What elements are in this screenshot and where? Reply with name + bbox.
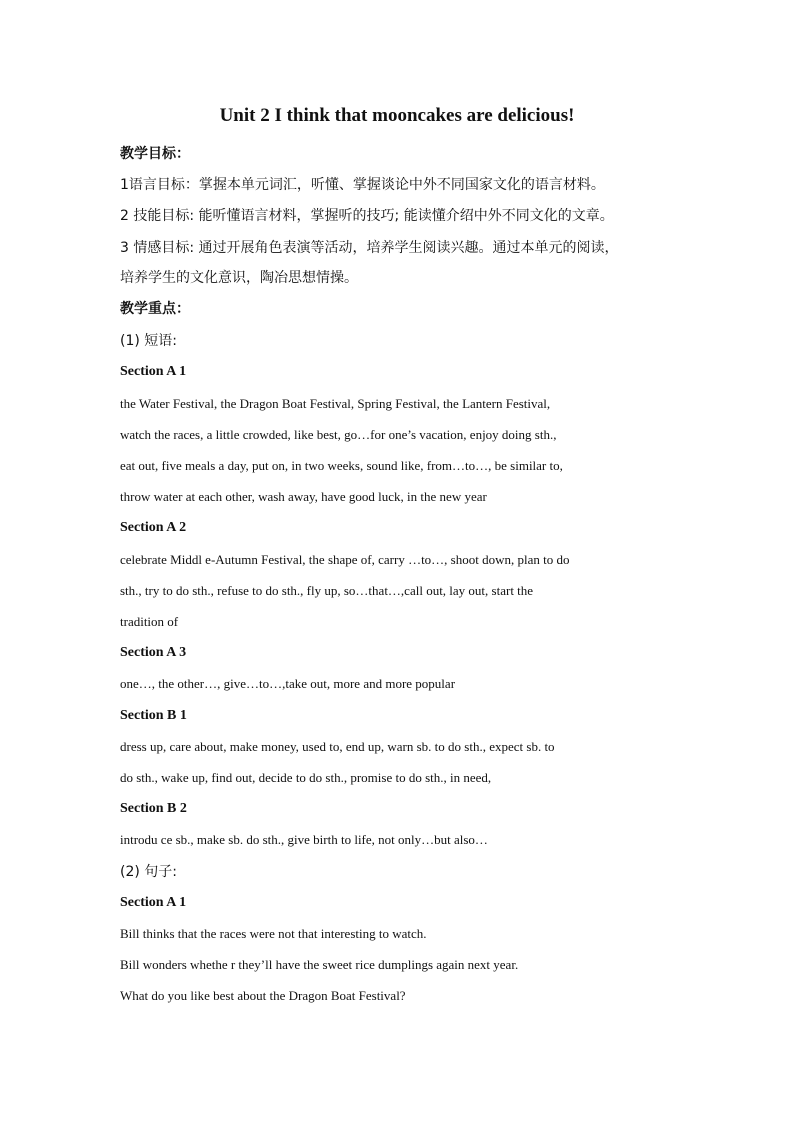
phrases-label: (1) 短语: xyxy=(120,333,177,349)
keypoints-heading: 教学重点： xyxy=(120,301,190,317)
sentence-line: Bill thinks that the races were not that interesting to watch. xyxy=(120,926,427,941)
objective-skill: 2 技能目标: 能听懂语言材料，掌握听的技巧; 能读懂介绍中外不同文化的文章。 xyxy=(120,208,614,224)
sentence-line: What do you like best about the Dragon Boat Festival? xyxy=(120,988,406,1003)
phrases-a3-line: one…, the other…, give…to…,take out, more and more popular xyxy=(120,676,456,691)
page-title: Unit 2 I think that mooncakes are delicious! xyxy=(219,105,575,126)
phrases-b2-line: introdu ce sb., make sb. do sth., give birth to life, not only…but also… xyxy=(120,832,488,847)
objective-emotion-line1: 3 情感目标: 通过开展角色表演等活动，培养学生阅读兴趣。通过本单元的阅读， xyxy=(120,240,619,256)
phrases-section-b2-label: Section B 2 xyxy=(120,801,187,816)
phrases-a1-line: the Water Festival, the Dragon Boat Festival, Spring Festival, the Lantern Festival, xyxy=(120,396,551,411)
phrases-section-a2-label: Section A 2 xyxy=(120,520,187,535)
objective-emotion-line2: 培养学生的文化意识，陶冶思想情操。 xyxy=(120,270,358,286)
phrases-b1-line: dress up, care about, make money, used to, end up, warn sb. to do sth., expect sb. to xyxy=(120,739,555,754)
objectives-heading: 教学目标： xyxy=(120,146,190,162)
sentences-section-a1-label: Section A 1 xyxy=(120,895,187,910)
phrases-a2-line: celebrate Middl e-Autumn Festival, the shape of, carry …to…, shoot down, plan to do xyxy=(120,552,570,567)
sentence-line: Bill wonders whethe r they’ll have the sweet rice dumplings again next year. xyxy=(120,957,519,972)
phrases-a1-line: throw water at each other, wash away, have good luck, in the new year xyxy=(120,489,487,504)
phrases-section-a1-label: Section A 1 xyxy=(120,364,187,379)
phrases-b1-line: do sth., wake up, find out, decide to do sth., promise to do sth., in need, xyxy=(120,770,492,785)
sentences-label: (2) 句子: xyxy=(120,864,177,880)
phrases-a2-line: tradition of xyxy=(120,614,179,629)
phrases-a2-line: sth., try to do sth., refuse to do sth., fly up, so…that…,call out, lay out, start the xyxy=(120,583,534,598)
phrases-a1-line: watch the races, a little crowded, like best, go…for one’s vacation, enjoy doing sth., xyxy=(120,427,557,442)
phrases-section-b1-label: Section B 1 xyxy=(120,708,187,723)
objective-language: 1语言目标：掌握本单元词汇，听懂、掌握谈论中外不同国家文化的语言材料。 xyxy=(120,177,605,193)
phrases-a1-line: eat out, five meals a day, put on, in two weeks, sound like, from…to…, be similar to, xyxy=(120,458,563,473)
phrases-section-a3-label: Section A 3 xyxy=(120,645,187,660)
